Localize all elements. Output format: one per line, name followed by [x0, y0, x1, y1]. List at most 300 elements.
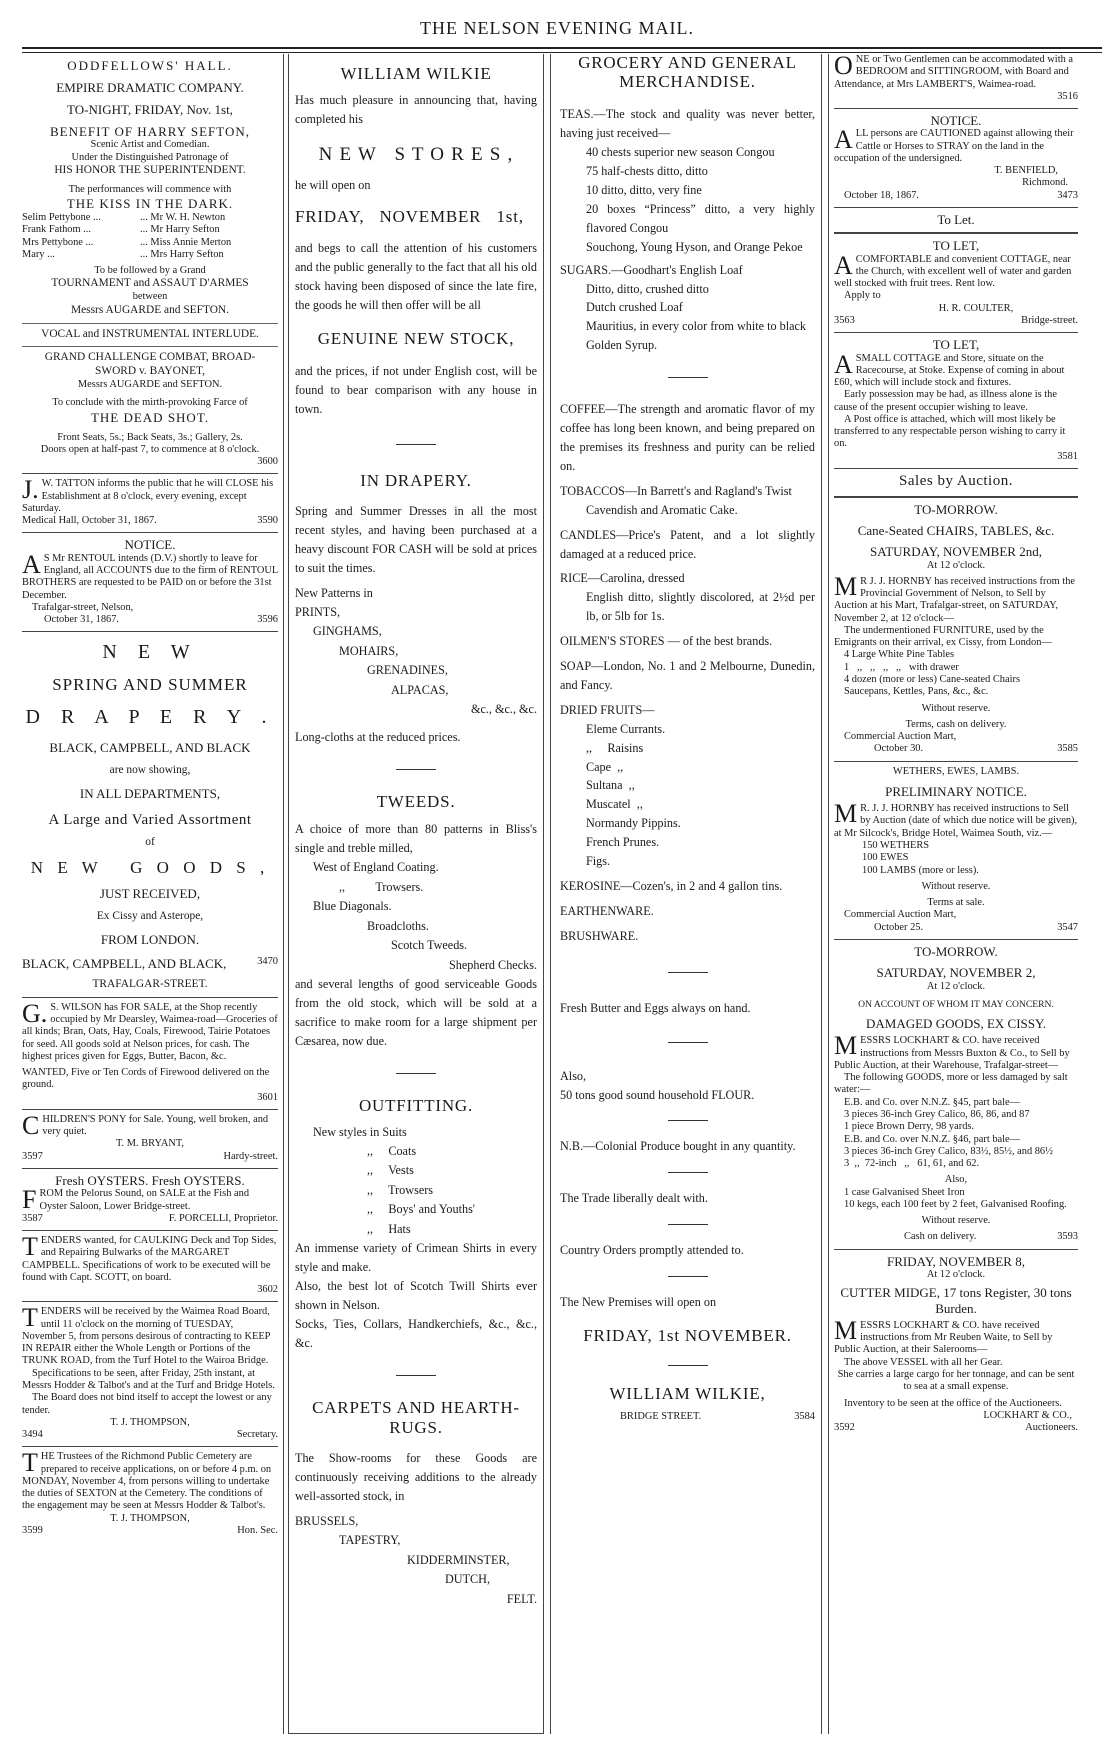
- ad-place: Richmond.: [1022, 177, 1068, 189]
- cast-actor: ... Mrs Harry Sefton: [140, 248, 224, 260]
- ad-footer: [834, 1231, 1078, 1243]
- ad-text: S. WILSON has FOR SALE, at the Shop recently occupied by Mr Dearsley, Waimea-road—Groceries of all kinds; Bran, Oats, Hay, Coals, Firewood, Tairie Potatoes for seed. All goods sold at Nelson prices, for cash. The highest prices given for Eggs, Butter, Bacon, &c.: [22, 1001, 278, 1062]
- ad-text: W. TATTON informs the public that he will CLOSE his Establishment at 8 o'clock, every evening, except Saturday.: [22, 478, 274, 514]
- ad-text: Commercial Auction Mart,: [844, 731, 957, 743]
- ad-footer: [22, 614, 278, 626]
- fabric-item: MOHAIRS,: [339, 643, 399, 658]
- drop-cap: M: [834, 571, 858, 601]
- cloth-item: West of England Coating.: [313, 860, 439, 875]
- dried-item: Cape ,,: [586, 759, 624, 774]
- outfit-item: ,, Coats: [367, 1143, 417, 1158]
- ad-text: Messrs AUGARDE and SEFTON.: [77, 379, 223, 391]
- sugar-item: Golden Syrup.: [586, 338, 658, 353]
- ad-subheading: EMPIRE DRAMATIC COMPANY.: [56, 79, 244, 95]
- dried-item: Sultana ,,: [586, 778, 635, 793]
- wilkie-grocery-ad: [556, 54, 822, 1734]
- ad-footer: [22, 1151, 278, 1163]
- furniture-list: [834, 649, 1078, 698]
- ad-subheading: Cane-Seated CHAIRS, TABLES, &c.: [857, 522, 1055, 538]
- ad-signature: F. PORCELLI, Proprietor.: [168, 1212, 278, 1224]
- ad-heading: GENUINE NEW STOCK,: [317, 328, 515, 348]
- newspaper-title: THE NELSON EVENING MAIL.: [420, 18, 694, 38]
- column-2: [288, 54, 544, 1738]
- section-heading: Sales by Auction.: [834, 469, 1078, 498]
- section-heading: OUTFITTING.: [358, 1095, 474, 1115]
- fabric-item: ALPACAS,: [391, 682, 449, 697]
- oysters-ad: [22, 1169, 278, 1231]
- fabric-list: [295, 603, 537, 720]
- drop-cap: T: [22, 1232, 38, 1262]
- cast-list: [22, 212, 278, 261]
- ad-text: he will open on: [295, 177, 371, 192]
- ad-footer: [22, 1213, 278, 1225]
- ad-heading: TO LET,: [932, 337, 980, 353]
- ad-heading: NOTICE.: [124, 537, 176, 553]
- ad-text: S Mr RENTOUL intends (D.V.) shortly to leave for England, all ACCOUNTS due to the firm of RENTOUL BROTHERS are requested to be PAID on or before the 31st December.: [22, 552, 278, 601]
- ad-text: and begs to call the attention of his customers and the public generally to the fact that all his old stock having been disposed of since the late fire, the goods he will then offer will be all: [295, 241, 537, 313]
- ad-number: 3601: [257, 1091, 278, 1103]
- section-dash: [668, 1120, 708, 1121]
- outfit-item: ,, Trowsers: [367, 1182, 434, 1197]
- wilson-ad: [22, 998, 278, 1110]
- ad-text: English ditto, slightly discolored, at 2½d per lb, or 5lb for 1s.: [586, 590, 815, 624]
- cloth-item: Shepherd Checks.: [448, 957, 537, 972]
- sugar-item: Dutch crushed Loaf: [586, 300, 683, 315]
- damaged-goods-auction-ad: [834, 940, 1078, 1250]
- ad-text: Without reserve.: [921, 702, 991, 714]
- ad-benefit: BENEFIT OF HARRY SEFTON,: [49, 123, 250, 139]
- ad-text: ROM the Pelorus Sound, on SALE at the Fish and Oyster Saloon, Lower Bridge-street.: [39, 1188, 250, 1212]
- drop-cap: A: [22, 549, 41, 579]
- ad-number: 3602: [257, 1284, 278, 1296]
- ad-text: ESSRS LOCKHART & CO. have received instructions from Messrs Buxton & Co., to Sell by Public Auction, at their Warehouse, Trafalgar-street—: [834, 1035, 1070, 1071]
- ad-address: Bridge-street.: [1021, 314, 1078, 326]
- stock-list: [834, 840, 1078, 877]
- ad-text: TOURNAMENT and ASSAUT D'ARMES: [51, 277, 249, 290]
- column-3: [556, 54, 822, 1738]
- ad-date: October 25.: [874, 921, 924, 933]
- ad-text: Spring and Summer Dresses in all the most recent styles, and having been purchased at a heavy discount FOR CASH will be sold at prices to suit the times.: [295, 504, 537, 575]
- list-item: 1 ,, ,, ,, ,, with drawer: [844, 661, 959, 673]
- merchant-name: WILLIAM WILKIE: [340, 64, 492, 83]
- list-item: E.B. and Co. over N.N.Z. §46, part bale—: [844, 1133, 1021, 1145]
- ad-subheading: PRELIMINARY NOTICE.: [885, 783, 1027, 799]
- ad-number: 3592: [834, 1422, 855, 1434]
- cloth-list: [295, 858, 537, 975]
- ad-text: CANDLES—Price's Patent, and a lot slightly damaged at a reduced price.: [560, 527, 815, 561]
- ad-text: SMALL COTTAGE and Store, situate on the Racecourse, at Stoke. Expense of coming in about £60, which will include stock and fixtures.: [834, 352, 1065, 389]
- tea-list: [560, 143, 815, 256]
- ad-text: KEROSINE—Cozen's, in 2 and 4 gallon tins.: [560, 879, 783, 893]
- ad-text: Without reserve.: [921, 1215, 991, 1227]
- drapery-ad: [22, 632, 278, 997]
- ad-footer: [834, 315, 1078, 327]
- ad-footer: [560, 1411, 815, 1423]
- drop-cap: G.: [22, 998, 48, 1028]
- lodging-ad: [834, 54, 1078, 109]
- list-item: 3 ,, 72-inch ,, 61, 61, and 62.: [844, 1158, 980, 1170]
- list-item: 100 EWES: [862, 852, 909, 864]
- carpet-list: [295, 1512, 537, 1610]
- tea-item: 20 boxes “Princess” ditto, a very highly flavored Congou: [586, 201, 815, 235]
- ad-text: NE or Two Gentlemen can be accommodated with a BEDROOM and SITTINGROOM, with Board and Attendance, at Mrs LAMBERT'S, Waimea-road.: [834, 54, 1073, 90]
- cottage-to-let-ad: [834, 234, 1078, 333]
- ad-number: 3516: [1057, 90, 1078, 102]
- fabric-item: &c., &c., &c.: [471, 702, 537, 717]
- ad-text: A Large and Varied Assortment: [48, 812, 252, 829]
- ad-text: are now showing,: [109, 763, 191, 776]
- store-to-let-ad: [834, 333, 1078, 469]
- ad-text: R J. J. HORNBY has received instructions from the Provincial Government of Nelson, to Sell by Auction at his Mart, Trafalgar-street, on SATURDAY, November 2, at 12 o'clock—: [834, 575, 1076, 624]
- ad-date: October 18, 1867.: [844, 189, 920, 201]
- ad-text: An immense variety of Crimean Shirts in every style and make.: [295, 1241, 537, 1275]
- ad-title: Auctioneers.: [1025, 1422, 1078, 1434]
- cast-row: [22, 237, 278, 249]
- dried-item: Normandy Pippins.: [586, 816, 681, 831]
- section-heading: TWEEDS.: [376, 791, 456, 811]
- ad-text: BRUSHWARE.: [560, 928, 639, 943]
- drop-cap: A: [834, 125, 853, 155]
- ad-date: October 31, 1867.: [44, 614, 120, 626]
- ad-text: GRAND CHALLENGE COMBAT, BROAD-: [22, 346, 278, 365]
- ad-text: JUST RECEIVED,: [99, 886, 201, 902]
- ad-number: 3547: [1057, 921, 1078, 933]
- section-dash: [668, 1276, 708, 1277]
- fabric-item: GINGHAMS,: [313, 624, 382, 639]
- ad-number: 3563: [834, 314, 855, 326]
- dried-item: Muscatel ,,: [586, 797, 643, 812]
- list-item: E.B. and Co. over N.N.Z. §45, part bale—: [844, 1096, 1021, 1108]
- caution-notice: [834, 109, 1078, 208]
- ad-text: A choice of more than 80 patterns in Bliss's single and treble milled,: [295, 822, 537, 856]
- ad-text: COMFORTABLE and convenient COTTAGE, near the Church, with excellent well of water and garden well stocked with fruit trees. Rent low.: [834, 253, 1072, 290]
- ad-date: SATURDAY, NOVEMBER 2nd,: [870, 544, 1042, 560]
- ad-text: Also,: [560, 1068, 587, 1083]
- ad-text: HE Trustees of the Richmond Public Cemetery are prepared to receive applications, on or before 4 p.m. on MONDAY, November 4, from persons willing to undertake the duties of SEXTON at the Cemetery. The conditions of the engagement may be seen at Messrs Hodder & Talbot's.: [22, 1451, 272, 1512]
- ad-text: The Board does not bind itself to accept the lowest or any tender.: [22, 1392, 272, 1416]
- ad-heading: N E W S T O R E S ,: [318, 143, 514, 165]
- ad-time: At 12 o'clock.: [926, 559, 986, 571]
- section-dash: [396, 1073, 436, 1074]
- section-dash: [668, 1172, 708, 1173]
- ad-text: Specifications to be seen, after Friday, 25th instant, at Messrs Hodder & Talbot's and at the Turf and Bridge Hotels.: [22, 1367, 275, 1391]
- ad-text: Under the Distinguished Patronage of: [71, 151, 229, 163]
- ad-text: R. J. J. HORNBY has received instructions to Sell by Auction (date of which due notice will be given), at Mr Silcock's, Bridge Hotel, Waimea South, viz.—: [834, 803, 1078, 839]
- ad-footer: [22, 956, 278, 972]
- ad-number: 3470: [257, 956, 278, 967]
- ad-footer: [22, 515, 278, 527]
- ad-number: 3473: [1057, 189, 1078, 201]
- section-dash: [668, 1042, 708, 1043]
- ad-heading: Fresh OYSTERS. Fresh OYSTERS.: [55, 1172, 245, 1188]
- road-tender-ad: [22, 1302, 278, 1447]
- ad-text: ENDERS wanted, for CAULKING Deck and Top Sides, and Repairing Bulwarks of the MARGARET CAMPBELL. Specifications of work to be executed will be found with Capt. SCOTT, on board.: [22, 1235, 277, 1283]
- column-4: [834, 54, 1078, 1738]
- column-divider: [283, 54, 284, 1734]
- furniture-auction-ad: [834, 498, 1078, 762]
- ad-date: TO-NIGHT, FRIDAY, Nov. 1st,: [67, 101, 233, 117]
- ad-text: between: [132, 291, 168, 303]
- ad-heading: WETHERS, EWES, LAMBS.: [892, 765, 1020, 777]
- ad-text: LL persons are CAUTIONED against allowing their Cattle or Horses to STRAY on the land in the occupation of the undersigned.: [834, 128, 1074, 164]
- drop-cap: T: [22, 1448, 38, 1478]
- masthead: [0, 0, 1114, 44]
- ad-date: FRIDAY, NOVEMBER 1st,: [295, 206, 524, 226]
- ad-heading: GROCERY AND GENERAL MERCHANDISE.: [578, 54, 797, 91]
- outfit-item: ,, Vests: [367, 1163, 414, 1178]
- ad-date: October 30.: [874, 743, 924, 755]
- list-item: 4 Large White Pine Tables: [844, 649, 955, 661]
- ad-text: and the prices, if not under English cost, will be found to bear comparison with any house in town.: [295, 363, 537, 416]
- drop-cap: T: [22, 1303, 38, 1333]
- goods-list: [834, 1097, 1078, 1171]
- fabric-item: GRENADINES,: [367, 663, 448, 678]
- list-item: Saucepans, Kettles, Pans, &c., &c.: [844, 686, 989, 698]
- merchant-name: WILLIAM WILKIE,: [609, 1383, 766, 1403]
- cast-role: Mrs Pettybone ...: [22, 236, 94, 248]
- tea-item: 40 chests superior new season Congou: [586, 145, 775, 160]
- list-item: 3 pieces 36-inch Grey Calico, 86, 86, and 87: [844, 1109, 1030, 1121]
- cloth-item: ,, Trowsers.: [339, 879, 424, 894]
- outfit-list: [295, 1142, 537, 1240]
- cutter-auction-ad: [834, 1250, 1078, 1435]
- ad-signature: T. M. BRYANT,: [115, 1138, 185, 1150]
- column-divider: [828, 54, 829, 1734]
- drop-cap: O: [834, 54, 853, 80]
- ad-text: She carries a large cargo for her tonnage, and can be sent to sea at a small expense.: [837, 1368, 1075, 1393]
- ad-text: of: [145, 835, 155, 848]
- cast-row: [22, 212, 278, 224]
- ad-text: IN ALL DEPARTMENTS,: [79, 785, 221, 801]
- ad-text: Country Orders promptly attended to.: [560, 1243, 744, 1258]
- fabric-item: PRINTS,: [295, 604, 341, 619]
- ad-text: Ex Cissy and Asterope,: [96, 910, 204, 923]
- dried-item: French Prunes.: [586, 835, 660, 850]
- ad-text: DRIED FRUITS—: [560, 702, 655, 717]
- section-dash: [668, 1365, 708, 1366]
- tea-item: 10 ditto, ditto, very fine: [586, 183, 702, 197]
- ad-text: HILDREN'S PONY for Sale. Young, well broken, and very quiet.: [42, 1113, 269, 1138]
- list-item: 4 dozen (more or less) Cane-seated Chairs: [844, 674, 1021, 686]
- ad-text: VOCAL and INSTRUMENTAL INTERLUDE.: [22, 323, 278, 342]
- drop-cap: M: [834, 1031, 858, 1061]
- cloth-item: Broadcloths.: [367, 918, 429, 933]
- drop-cap: F: [22, 1185, 37, 1215]
- ad-heading: TO LET,: [932, 238, 980, 254]
- ad-text: 10 kegs, each 100 feet by 2 feet, Galvanised Roofing.: [844, 1198, 1067, 1210]
- ad-signature: T. BENFIELD,: [994, 165, 1058, 177]
- cast-role: Frank Fathom ...: [22, 224, 91, 236]
- ad-text: The undermentioned FURNITURE, used by the Emigrants on their arrival, ex Cissy, from London—: [834, 624, 1052, 649]
- carpet-item: DUTCH,: [445, 1572, 491, 1587]
- ad-text: Terms at sale.: [927, 897, 985, 909]
- ad-text: New Patterns in: [295, 585, 373, 600]
- drop-cap: A: [834, 250, 853, 280]
- ad-title: Secretary.: [236, 1429, 278, 1441]
- drop-cap: M: [834, 799, 858, 829]
- ad-date: SATURDAY, NOVEMBER 2,: [876, 965, 1036, 981]
- section-heading: CARPETS AND HEARTH-RUGS.: [312, 1397, 520, 1438]
- dried-item: Figs.: [586, 854, 611, 869]
- ad-heading: D R A P E R Y .: [25, 706, 275, 729]
- ad-text: 50 tons good sound household FLOUR.: [560, 1087, 755, 1102]
- ad-text: To be followed by a Grand: [94, 265, 206, 277]
- wilkie-drapery-ad: [288, 54, 544, 1734]
- ad-text: COFFEE—The strength and aromatic flavor of my coffee has long been known, and being prepared on the premises its freshness and purity can be relied on.: [560, 402, 815, 473]
- ad-text: The above VESSEL with all her Gear.: [844, 1356, 1003, 1368]
- ad-patron: HIS HONOR THE SUPERINTENDENT.: [54, 163, 246, 176]
- sugar-item: Mauritius, in every color from white to black: [586, 319, 806, 334]
- ad-number: 3593: [1057, 1231, 1078, 1243]
- ad-signature: Medical Hall, October 31, 1867.: [22, 515, 157, 527]
- ad-number: 3587: [22, 1212, 43, 1224]
- ad-text: The Show-rooms for these Goods are continuously receiving additions to the already well-assorted stock, in: [295, 1451, 537, 1503]
- ad-text: WANTED, Five or Ten Cords of Firewood delivered on the ground.: [22, 1067, 270, 1091]
- ad-text: Socks, Ties, Collars, Handkerchiefs, &c., &c., &c.: [295, 1316, 537, 1350]
- list-item: 100 LAMBS (more or less).: [862, 864, 979, 876]
- list-item: 1 piece Brown Derry, 98 yards.: [844, 1121, 975, 1133]
- ad-text: 1 case Galvanised Sheet Iron: [844, 1186, 965, 1198]
- ad-subheading: CUTTER MIDGE, 17 tons Register, 30 tons Burden.: [840, 1285, 1072, 1316]
- ad-number: 3597: [22, 1150, 43, 1162]
- carpet-item: FELT.: [506, 1591, 537, 1606]
- column-1: [22, 54, 278, 1738]
- ad-text: EARTHENWARE.: [560, 903, 654, 918]
- section-dash: [396, 769, 436, 770]
- list-item: 3 pieces 36-inch Grey Calico, 83½, 85½, and 86½: [844, 1145, 1053, 1157]
- ad-address: BRIDGE STREET.: [620, 1410, 702, 1422]
- ad-text: TOBACCOS—In Barrett's and Ragland's Twist: [560, 483, 792, 498]
- ad-text: ON ACCOUNT OF WHOM IT MAY CONCERN.: [858, 998, 1054, 1010]
- cemetery-ad: [22, 1447, 278, 1537]
- carpet-item: TAPESTRY,: [339, 1533, 401, 1548]
- ad-number: 3596: [257, 614, 278, 626]
- column-divider: [550, 54, 551, 1734]
- ad-text: Front Seats, 5s.; Back Seats, 3s.; Gallery, 2s.: [57, 431, 243, 443]
- ad-text: The performances will commence with: [68, 183, 232, 195]
- ad-time: At 12 o'clock.: [926, 1269, 986, 1280]
- ad-footer: [22, 1429, 278, 1441]
- sugar-list: [560, 280, 815, 356]
- dried-fruit-list: [560, 720, 815, 871]
- ad-title: Hon. Sec.: [237, 1524, 278, 1536]
- ad-signature: T. J. THOMPSON,: [110, 1512, 190, 1524]
- tatton-ad: [22, 474, 278, 533]
- ad-play-title: THE DEAD SHOT.: [90, 409, 210, 425]
- ad-text: FROM LONDON.: [100, 932, 200, 948]
- ad-text: Has much pleasure in announcing that, having completed his: [295, 92, 537, 126]
- ad-heading: SPRING AND SUMMER: [52, 674, 248, 694]
- ad-signature: Trafalgar-street, Nelson,: [32, 601, 134, 613]
- section-dash: [396, 1375, 436, 1376]
- ad-heading: ODDFELLOWS' HALL.: [67, 58, 233, 73]
- ad-text: Cash on delivery.: [904, 1231, 977, 1243]
- ad-heading: TO-MORROW.: [914, 501, 998, 517]
- section-heading: To Let.: [834, 208, 1078, 234]
- ad-text: ESSRS LOCKHART & CO. have received instructions from Mr Reuben Waite, to Sell by Public Auction, at their Salerooms—: [834, 1319, 1053, 1356]
- sheep-auction-ad: [834, 762, 1078, 940]
- sugar-item: Ditto, ditto, crushed ditto: [586, 281, 709, 296]
- ad-number: 3590: [257, 515, 278, 527]
- ad-date: FRIDAY, 1st NOVEMBER.: [583, 1326, 792, 1346]
- cast-row: [22, 224, 278, 236]
- ad-text: Also,: [944, 1174, 968, 1186]
- drop-cap: J.: [22, 475, 39, 505]
- cloth-item: Blue Diagonals.: [313, 899, 392, 914]
- oddfellows-ad: [22, 54, 278, 474]
- section-dash: [668, 1224, 708, 1225]
- firm-name: BLACK, CAMPBELL, AND BLACK: [49, 739, 251, 755]
- caulking-tender-ad: [22, 1231, 278, 1302]
- ad-text: ENDERS will be received by the Waimea Road Board, until 11 o'clock on the morning of TUESDAY, November 5, from persons desirous of contracting to KEEP IN REPAIR either the Whole Length or Portions of the TRUNK ROAD, from the Turf Hotel to the Wairoa Bridge.: [22, 1306, 271, 1367]
- carpet-item: KIDDERMINSTER,: [407, 1552, 510, 1567]
- section-heading: IN DRAPERY.: [360, 471, 472, 491]
- ad-text: New styles in Suits: [313, 1124, 407, 1139]
- ad-text: The New Premises will open on: [560, 1295, 717, 1310]
- ad-text: Fresh Butter and Eggs always on hand.: [560, 1000, 751, 1015]
- ad-signature: LOCKHART & CO.,: [983, 1409, 1072, 1421]
- cloth-item: Scotch Tweeds.: [391, 938, 468, 953]
- dried-item: ,, Raisins: [586, 740, 644, 755]
- ad-heading: NOTICE.: [930, 113, 982, 129]
- ad-signature: T. J. THOMPSON,: [110, 1416, 190, 1428]
- ad-footer: [834, 922, 1078, 934]
- cast-actor: ... Mr Harry Sefton: [140, 224, 220, 236]
- ad-text: Early possession may be had, as illness alone is the cause of the present occupier wishing to leave.: [834, 389, 1057, 413]
- ad-play-title: THE KISS IN THE DARK.: [66, 196, 234, 212]
- ad-text: TEAS.—The stock and quality was never better, having just received—: [560, 107, 815, 141]
- ad-text: and several lengths of good serviceable Goods from the old stock, which will be sold at a sacrifice to make room for a large shipment per Cæsarea, now due.: [295, 977, 537, 1049]
- ad-subheading: DAMAGED GOODS, EX CISSY.: [866, 1016, 1046, 1032]
- ad-text: Messrs AUGARDE and SEFTON.: [71, 303, 229, 316]
- ad-text: Long-cloths at the reduced prices.: [295, 729, 461, 744]
- cast-actor: ... Miss Annie Merton: [140, 236, 232, 248]
- ad-text: Also, the best lot of Scotch Twill Shirts ever shown in Nelson.: [295, 1279, 537, 1312]
- ad-address: Hardy-street.: [223, 1150, 278, 1162]
- firm-name: BLACK, CAMPBELL, AND BLACK,: [22, 956, 227, 971]
- section-dash: [668, 972, 708, 973]
- section-dash: [668, 377, 708, 378]
- cast-actor: ... Mr W. H. Newton: [140, 212, 226, 223]
- ad-text: SUGARS.—Goodhart's English Loaf: [560, 262, 743, 277]
- masthead-rule: [22, 47, 1102, 53]
- tea-item: Souchong, Young Hyson, and Orange Pekoe: [586, 239, 803, 254]
- cast-row: [22, 249, 278, 261]
- ad-text: Without reserve.: [921, 880, 991, 892]
- ad-text: The Trade liberally dealt with.: [560, 1191, 708, 1206]
- ad-number: 3581: [1057, 450, 1078, 462]
- ad-time: At 12 o'clock.: [926, 980, 986, 992]
- ad-text: SWORD v. BAYONET,: [94, 365, 205, 378]
- cast-role: Mary ...: [22, 248, 55, 260]
- ad-text: The following GOODS, more or less damaged by salt water:—: [834, 1072, 1068, 1096]
- ad-text: To conclude with the mirth-provoking Farce of: [52, 397, 248, 409]
- pony-ad: [22, 1110, 278, 1169]
- ad-text: OILMEN'S STORES — of the best brands.: [560, 634, 773, 649]
- tea-item: 75 half-chests ditto, ditto: [586, 164, 708, 179]
- ad-heading: N E W: [102, 641, 198, 664]
- drop-cap: A: [834, 349, 853, 379]
- ad-text: Inventory to be seen at the office of the Auctioneers.: [844, 1397, 1062, 1409]
- ad-text: Apply to: [844, 290, 881, 302]
- ad-number: 3584: [794, 1410, 815, 1422]
- section-dash: [396, 444, 436, 445]
- ad-footer: [834, 190, 1078, 202]
- drop-cap: C: [22, 1110, 40, 1140]
- ad-text: N.B.—Colonial Produce bought in any quantity.: [560, 1139, 796, 1154]
- ad-footer: [22, 1525, 278, 1537]
- ad-heading: TO-MORROW.: [914, 943, 998, 959]
